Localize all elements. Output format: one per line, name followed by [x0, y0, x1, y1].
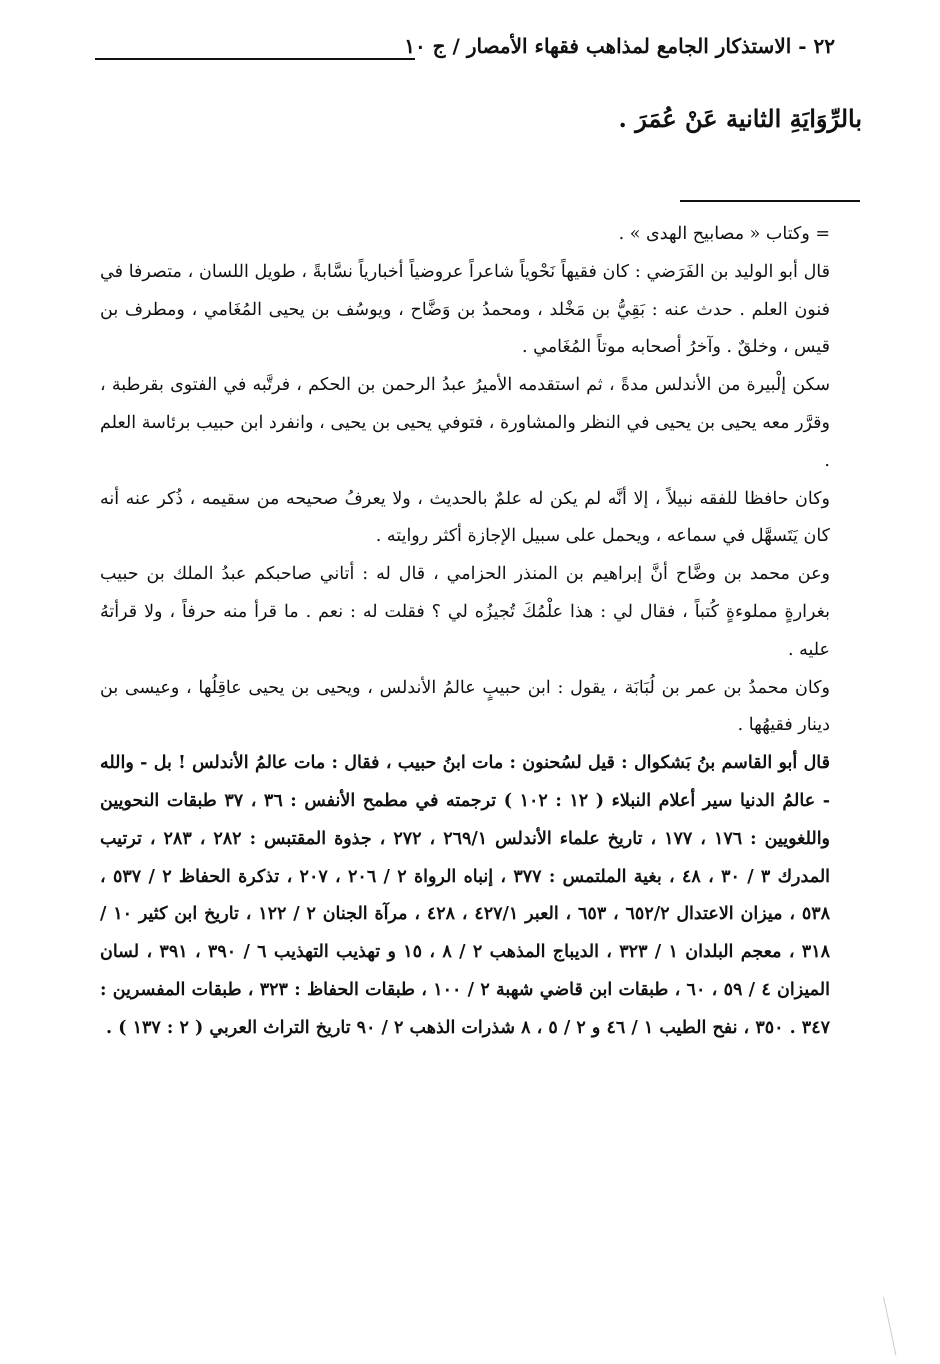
scan-edge-mark — [883, 1292, 916, 1355]
running-header — [95, 28, 835, 68]
footnote-block — [100, 216, 830, 1048]
running-header-title: ٢٢ - الاستذكار الجامع لمذاهب فقهاء الأمصار / ج ١٠ — [404, 34, 835, 58]
header-rule — [95, 58, 415, 60]
footnote-paragraph: وكان حافظا للفقه نبيلاً ، إلا أنَّه لم يكن له علمٌ بالحديث ، ولا يعرفُ صحيحه من سقيمه ، ذُكر عنه أنه كان يَتَسهَّل في سماعه ، ويحمل على سبيل الإجازة أكثر روايته . — [100, 488, 830, 547]
main-text-continuation: بالرِّوَايَةِ الثانية عَنْ عُمَرَ . — [618, 104, 862, 133]
footnote-paragraph: قال أبو الوليد بن الفَرَضي : كان فقيهاً نَحْوياً شاعراً عروضياً أخبارياً نسَّابةً ، طويل اللسان ، متصرفا في فنون العلم . حدث عنه : بَقِيُّ بن مَخْلد ، ومحمدُ بن وَضَّاح ، ويوسُف بن يحيى المُغَامي ، ومطرف بن قيس ، وخلقٌ . وآخرُ أصحابه موتاً المُغَامي . — [100, 261, 830, 358]
footnote-paragraph: وعن محمد بن وضَّاح أنَّ إبراهيم بن المنذر الحزامي ، قال له : أتاني صاحبكم عبدُ الملك بن حبيب بغرارةٍ مملوءةٍ كُتباً ، فقال لي : هذا علْمُكَ تُجيزُه لي ؟ فقلت له : نعم . ما قرأ منه حرفاً ، ولا قرأتهُ عليه . — [100, 564, 830, 660]
footnote-paragraph: = وكتاب « مصابيح الهدى » . — [618, 224, 830, 244]
footnote-paragraph: وكان محمدُ بن عمر بن لُبَابَة ، يقول : ابن حبيبٍ عالمُ الأندلس ، ويحيى بن يحيى عاقِلُها ، وعيسى بن دينار فقيهُها . — [100, 677, 830, 736]
footnote-paragraph: سكن إلْبيرة من الأندلس مدةً ، ثم استقدمه الأميرُ عبدُ الرحمن بن الحكم ، فرتَّبه في الفتوى بقرطبة ، وقرَّر معه يحيى بن يحيى في النظر والمشاورة ، فتوفي يحيى بن يحيى ، وانفرد ابن حبيب برئاسة العلم . — [100, 375, 830, 471]
footnote-references-paragraph: قال أبو القاسم بنُ بَشكوال : قيل لسُحنون : مات ابنُ حبيب ، فقال : مات عالمُ الأندلس ! بل - والله - عالمُ الدنيا سير أعلام النبلاء ( ١٢ : ١٠٢ ) ترجمته في مطمح الأنفس : ٣٦ ، ٣٧ طبقات النحويين واللغويين : ١٧٦ ، ١٧٧ ، تاريخ علماء الأندلس ٢٦٩/١ ، ٢٧٢ ، جذوة المقتبس : ٢٨٢ ، ٢٨٣ ، ترتيب المدرك ٣ / ٣٠ ، ٤٨ ، بغية الملتمس : ٣٧٧ ، إنباه الرواة ٢ / ٢٠٦ ، ٢٠٧ ، تذكرة الحفاظ ٢ / ٥٣٧ ، ٥٣٨ ، ميزان الاعتدال ٦٥٢/٢ ، ٦٥٣ ، العبر ٤٢٧/١ ، ٤٢٨ ، مرآة الجنان ٢ / ١٢٢ ، تاريخ ابن كثير ١٠ / ٣١٨ ، معجم البلدان ١ / ٣٢٣ ، الديباج المذهب ٢ / ٨ ، ١٥ و تهذيب التهذيب ٦ / ٣٩٠ ، ٣٩١ ، لسان الميزان ٤ / ٥٩ ، ٦٠ ، طبقات ابن قاضي شهبة ٢ / ١٠٠ ، طبقات الحفاظ : ٣٢٣ ، طبقات المفسرين : ٣٤٧ . ٣٥٠ ، نفح الطيب ١ / ٤٦ و ٢ / ٥ ، ٨ شذرات الذهب ٢ / ٩٠ تاريخ التراث العربي ( ٢ : ١٣٧ ) . — [100, 753, 831, 1038]
footnote-separator — [680, 200, 860, 202]
